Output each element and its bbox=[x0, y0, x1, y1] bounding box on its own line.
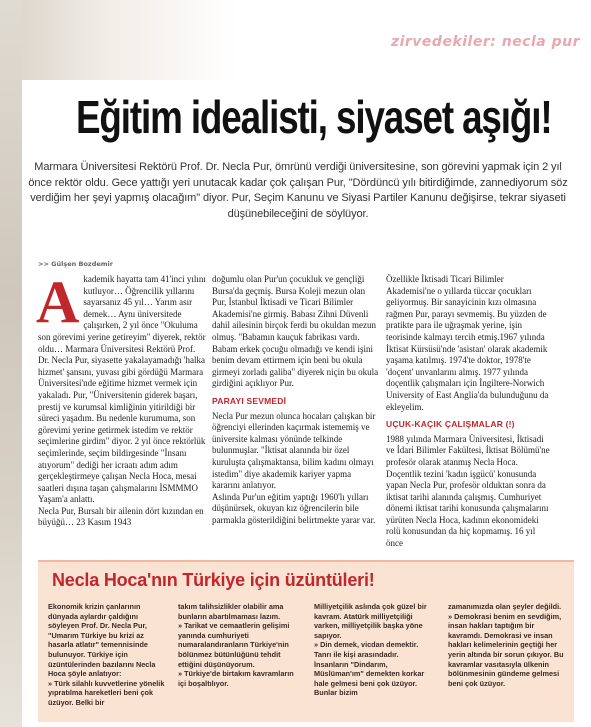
article-text: Necla Pur mezun olunca hocaları çalışkan bir öğrenciyi ellerinden kaçırmak istememiş ve üniversite kalması yönünde telkinde bulunmuşlar. "İktisat alanında bir özel kuruluşta çalışmaktansa, bilim kadını olmayı istedim" diye akademik kariyer yapma kararını anlatıyor. Aslında Pur'un eğitim yaptığı 1960'lı yılları düşünürsek, okuyan kız öğrencilerin bile parmakla gösterildiğini belirtmekte yarar var. bbox=[212, 410, 376, 525]
box-column-2 bbox=[178, 602, 298, 688]
box-column-4 bbox=[448, 602, 568, 688]
article-text: 1988 yılında Marmara Üniversitesi, İktisadi ve İdari Bilimler Fakültesi, İktisat Bölümü'ne profesör olarak atanmış Necla Hoca. Doçentlik tezini 'kadın işgücü' konusunda yapan Necla Pur, profesör olduktan sonra da iktisat tarihi alanında çalışmış. Cumhuriyet dönemi iktisat tarihi konusunda çalışmalarını yürüten Necla Hoca, kadının ekonomideki rolü konusundan da hiç kopmamış. 16 yıl önce bbox=[386, 433, 550, 549]
section-tag: zirvedekiler: necla pur bbox=[390, 34, 580, 50]
byline: >> Gülşen Bozdemir bbox=[38, 260, 113, 268]
left-photo-strip bbox=[0, 0, 22, 727]
lede-paragraph: Marmara Üniversitesi Rektörü Prof. Dr. Necla Pur, ömrünü verdiği üniversitesine, son görevini yapmak için 2 yıl önce rektör oldu. Gece yattığı yeri unutacak kadar çok çalışan Pur, "Dördüncü yılı bitirdiğimde, zannediyorum söz verdiğim her şeyi yapmış olacağım" diyor. Pur, Seçim Kanunu ve Siyasi Partiler Kanunu değişirse, tekrar siyaseti düşünebileceğini de söylüyor. bbox=[28, 161, 568, 220]
article-text: kademik hayatta tam 41'inci yılını kutluyor… Öğrencilik yıllarını sayarsanız 45 yıl… Yarım asır demek… Aynı üniversitede çalışırken, 2 yıl önce "Okuluma son görevimi yerine getireyim" diyerek, rektör oldu… Marmara Üniversitesi Rektörü Prof. Dr. Necla Pur, siyasette yakalayamadığı 'halka hizmet' şansını, yuvası gibi gördüğü Marmara Üniversitesi'nde eğitime hizmet vermek için yakaladı. Pur, "Üniversitenin giderek başarı, prestij ve kurumsal kimliğinin yitirildiği bir süreci yaşadım. Bu nedenle kurumuma, son görevimi yerine getirmek istedim ve rektör seçimlerine girdim" diyor. 2 yıl önce rektörlük seçimlerinde, seçim bildirgesinde "İnsanı atıyorum" dediği her icraatı adım adım gerçekleştirmeye çalışan Necla Hoca, mesai saatleri dışına taşan çalışmalarını İSMMMO Yaşam'a anlattı. Necla Pur, Bursalı bir ailenin dört kızından en büyüğü… 23 Kasım 1943 bbox=[38, 274, 206, 528]
article-column-1 bbox=[36, 269, 206, 529]
drop-cap: A bbox=[36, 269, 80, 335]
headline: Eğitim idealisti, siyaset aşığı! bbox=[76, 91, 552, 143]
box-text: Ekonomik krizin çanlarının dünyada aylardır çaldığını söyleyen Prof. Dr. Necla Pur, "Umarım Türkiye bu krizi az hasarla atlatır" temennisinde bulunuyor. Türkiye için üzüntülerinden bazılarını Necla Hoca şöyle anlatıyor: bbox=[48, 602, 156, 679]
box-column-3 bbox=[314, 602, 434, 698]
box-text: Milliyetçilik aslında çok güzel bir kavram. Atatürk milliyetçiliği varken, milliyetçilik başka yöne sapıyor. bbox=[314, 602, 427, 640]
subheading: UÇUK-KAÇIK ÇALIŞMALAR (!) bbox=[386, 419, 515, 430]
box-bullet: » Demokrasi benim en sevdiğim, insan hakları taptığım bir kavramdı. Demokrasi ve insan hakları kelimelerinin geçtiği her yerin altında bir sorun çıkıyor. Bu kavramlar vasıtasıyla ülkenin bölünmesinin gündeme gelmesi beni çok üzüyor. bbox=[448, 611, 564, 688]
box-text: takım talihsizlikler olabilir ama bunların abartılmaması lazım. bbox=[178, 602, 284, 621]
box-column-1 bbox=[48, 602, 168, 708]
subheading: PARAYI SEVMEDİ bbox=[212, 395, 287, 406]
box-bullet: » Din demek, vicdan demektir. Tanrı ile kişi arasındadır. İnsanların "Dindarım, Müslüman'ım" demekten korkar hale gelmesi beni çok üzüyor. Bunlar bizim bbox=[314, 640, 425, 698]
article-text: doğumlu olan Pur'un çocukluk ve gençliği Bursa'da geçmiş. Bursa Koleji mezun olan Pur, İstanbul İktisadi ve Ticari Bilimler Akademisi'ne girmiş. Babası Zihni Düvenli dahil ailesinin birçok ferdi bu okuldan mezun olmuş. "Babamın kauçuk fabrikası vardı. Babam erkek çocuğu olmadığı ve kendi işini benim devam ettirmem için beni bu okula girmeyi zorladı galiba" diyerek niçin bu okula girdiğini açıklıyor Pur. bbox=[212, 274, 379, 389]
article-text: Özellikle İktisadi Ticari Bilimler Akademisi'ne o yıllarda tüccar çocukları geliyormuş. Bir sanayicinin kızı olmasına rağmen Pur, parayı sevmemiş. Bu yüzden de pratikte para ile uğraşmak yerine, işin teorisinde kalmayı tercih etmiş.1967 yılında İktisat Kürsüsü'nde 'asistan' olarak akademik yaşama katılmış. 1974'te doktor, 1978'te 'doçent' unvanlarını almış. 1977 yılında doçentlik çalışmaları için İngiltere-Norwich University of East Anglia'da bulunduğunu da ekleyelim. bbox=[386, 274, 549, 412]
box-bullet: » Türkiye'de birtakım kavramların içi boşaltılıyor. bbox=[178, 669, 294, 688]
box-bullet: » Tarikat ve cemaatlerin gelişimi yanında cumhuriyeti numaralandıranların Türkiye'nin bölünmez bütünlüğünü tehdit ettiğini düşünüyorum. bbox=[178, 621, 290, 669]
box-bullet: » Türk silahlı kuvvetlerine yönelik yıpratılma hareketleri beni çok üzüyor. Belki bir bbox=[48, 678, 165, 707]
article-column-3 bbox=[386, 274, 554, 550]
box-title: Necla Hoca'nın Türkiye için üzüntüleri! bbox=[52, 570, 375, 590]
box-text: zamanımızda olan şeyler değildi. bbox=[448, 602, 562, 611]
sidebar-box bbox=[38, 560, 574, 722]
article-column-2 bbox=[212, 274, 380, 526]
